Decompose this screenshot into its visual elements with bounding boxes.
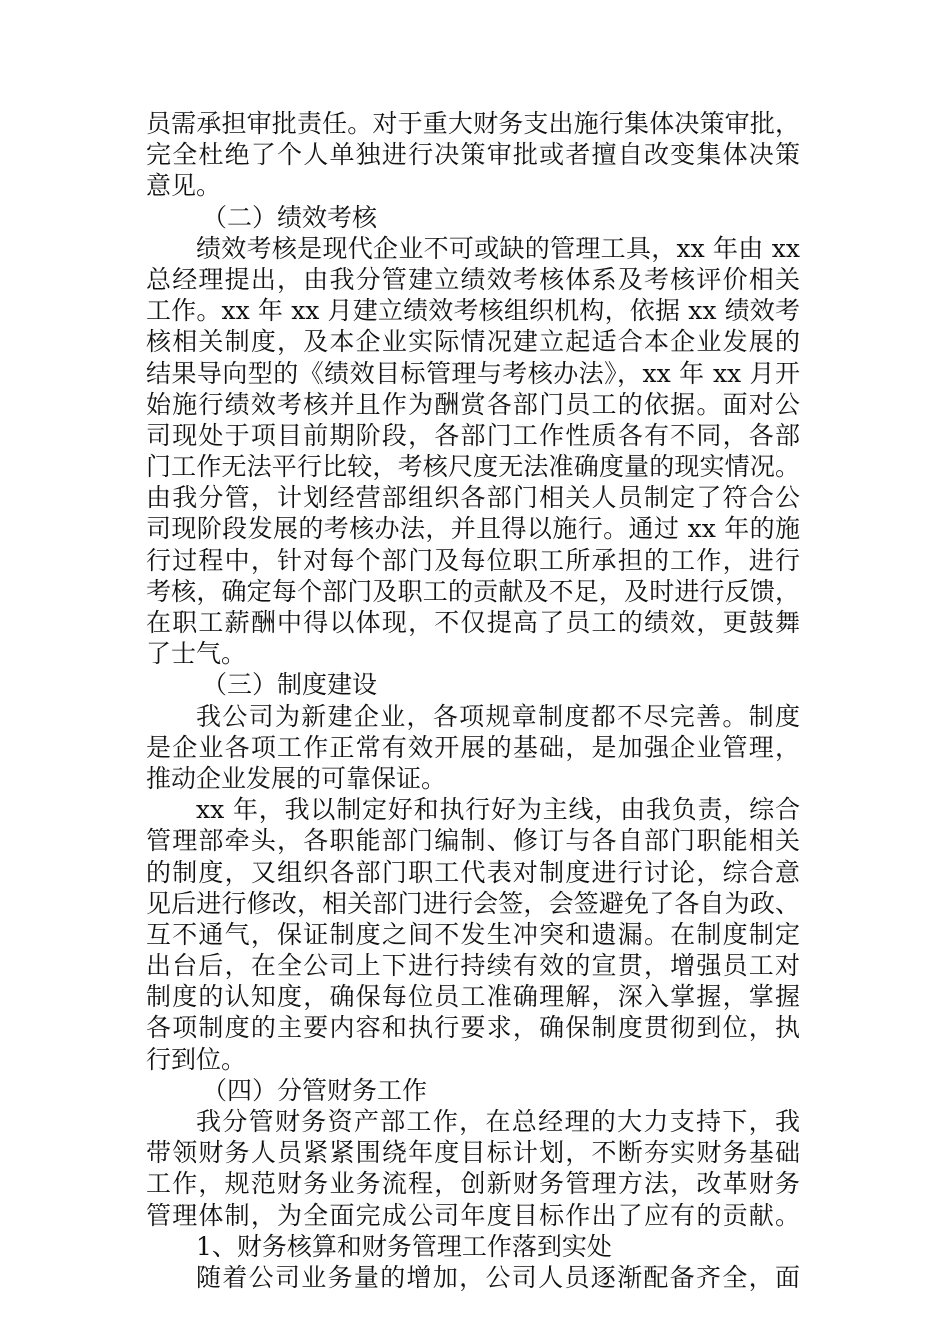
text-line: 的制度，又组织各部门职工代表对制度进行讨论，综合意 [146, 857, 800, 887]
text-line: 随着公司业务量的增加，公司人员逐渐配备齐全，面 [196, 1262, 800, 1292]
text-line: 我分管财务资产部工作，在总经理的大力支持下，我 [196, 1107, 800, 1136]
text-line: 见后进行修改，相关部门进行会签，会签避免了各自为政、 [146, 888, 800, 918]
text-line: 工作，规范财务业务流程，创新财务管理方法，改革财务 [146, 1169, 800, 1199]
text-line: 行到位。 [146, 1044, 247, 1074]
text-line: 员需承担审批责任。对于重大财务支出施行集体决策审批， [146, 109, 800, 138]
text-line: 完全杜绝了个人单独进行决策审批或者擅自改变集体决策 [146, 140, 800, 170]
text-line: 行过程中，针对每个部门及每位职工所承担的工作，进行 [146, 545, 800, 575]
text-line: 总经理提出，由我分管建立绩效考核体系及考核评价相关 [146, 264, 800, 294]
text-line: 各项制度的主要内容和执行要求，确保制度贯彻到位，执 [146, 1013, 800, 1043]
text-line: 是企业各项工作正常有效开展的基础，是加强企业管理， [146, 732, 800, 762]
text-line: 制度的认知度，确保每位员工准确理解，深入掌握，掌握 [146, 982, 800, 1012]
text-line: 1、财务核算和财务管理工作落到实处 [196, 1231, 612, 1261]
text-line: 工作。xx 年 xx 月建立绩效考核组织机构，依据 xx 绩效考 [146, 296, 800, 326]
text-line: 管理体制，为全面完成公司年度目标作出了应有的贡献。 [146, 1200, 800, 1230]
text-line: 在职工薪酬中得以体现，不仅提高了员工的绩效，更鼓舞 [146, 608, 800, 637]
text-line: 带领财务人员紧紧围绕年度目标计划，不断夯实财务基础 [146, 1138, 800, 1168]
text-line: 由我分管，计划经营部组织各部门相关人员制定了符合公 [146, 483, 800, 513]
text-line: 意见。 [146, 171, 222, 201]
text-line: 管理部牵头，各职能部门编制、修订与各自部门职能相关 [146, 826, 800, 856]
text-line: 了士气。 [146, 639, 247, 669]
section-heading: （二）绩效考核 [202, 202, 378, 232]
text-line: 结果导向型的《绩效目标管理与考核办法》，xx 年 xx 月开 [146, 358, 800, 388]
text-line: 司现阶段发展的考核办法，并且得以施行。通过 xx 年的施 [146, 514, 800, 544]
text-line: 考核，确定每个部门及职工的贡献及不足，及时进行反馈， [146, 576, 800, 606]
text-line: 核相关制度，及本企业实际情况建立起适合本企业发展的 [146, 327, 800, 357]
section-heading: （四）分管财务工作 [202, 1075, 428, 1105]
text-line: 绩效考核是现代企业不可或缺的管理工具，xx 年由 xx [196, 233, 800, 263]
text-line: 出台后，在全公司上下进行持续有效的宣贯，增强员工对 [146, 951, 800, 981]
document-page [146, 108, 800, 1293]
text-line: 司现处于项目前期阶段，各部门工作性质各有不同，各部 [146, 420, 800, 450]
text-line: 推动企业发展的可靠保证。 [146, 763, 447, 793]
text-line: xx 年，我以制定好和执行好为主线，由我负责，综合 [196, 795, 800, 825]
text-line: 互不通气，保证制度之间不发生冲突和遗漏。在制度制定 [146, 919, 800, 949]
text-line: 门工作无法平行比较，考核尺度无法准确度量的现实情况。 [146, 452, 800, 482]
section-heading: （三）制度建设 [202, 670, 378, 700]
text-line: 我公司为新建企业，各项规章制度都不尽完善。制度 [196, 701, 800, 731]
text-line: 始施行绩效考核并且作为酬赏各部门员工的依据。面对公 [146, 389, 800, 419]
